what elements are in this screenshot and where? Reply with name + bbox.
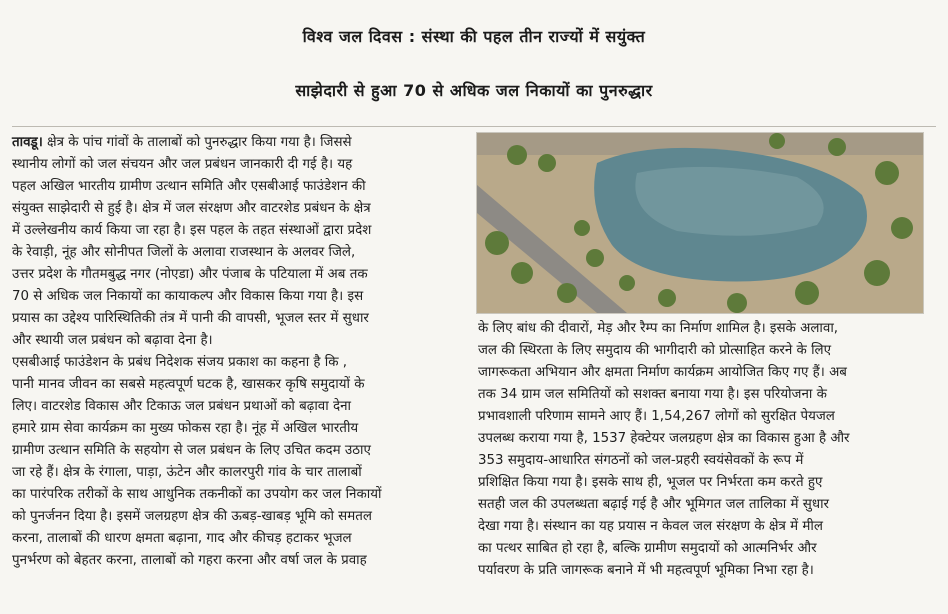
article-line: संयुक्त साझेदारी से हुई है। क्षेत्र में जल संरक्षण और वाटरशेड प्रबंधन के क्षेत्र [12, 201, 371, 216]
divider [12, 126, 936, 127]
article-line: जागरूकता अभियान और क्षमता निर्माण कार्यक्रम आयोजित किए गए हैं। अब [478, 365, 847, 380]
article-line: 353 समुदाय-आधारित संगठनों को जल-प्रहरी स्वयंसेवकों के रूप में [478, 453, 804, 468]
pond-aerial-photo [476, 132, 924, 314]
dateline: तावडू। [12, 135, 43, 150]
article-line: स्थानीय लोगों को जल संचयन और जल प्रबंधन जानकारी दी गई है। यह [12, 157, 353, 172]
article-line: जा रहे हैं। क्षेत्र के रंगाला, पाड़ा, ऊंटेन और कालरपुरी गांव के चार तालाबों [12, 465, 362, 480]
pond-illustration [477, 133, 923, 313]
article-line: पुनर्भरण को बेहतर करना, तालाबों को गहरा करना और वर्षा जल के प्रवाह [12, 553, 367, 568]
article-line: तक 34 ग्राम जल समितियों को सशक्त बनाया गया है। इस परियोजना के [478, 387, 827, 402]
article-line: के लिए बांध की दीवारों, मेड़ और रैम्प का निर्माण शामिल है। इसके अलावा, [478, 321, 839, 336]
article-line: और स्थायी जल प्रबंधन को बढ़ावा देना है। [12, 333, 213, 348]
article-line: 70 से अधिक जल निकायों का कायाकल्प और विकास किया गया है। इस [12, 289, 364, 304]
article-line: लिए। वाटरशेड विकास और टिकाऊ जल प्रबंधन प्रथाओं को बढ़ावा देना [12, 399, 351, 414]
article-line: को पुनर्जनन दिया है। इसमें जलग्रहण क्षेत्र की ऊबड़-खाबड़ भूमि को समतल [12, 509, 372, 524]
article-line [12, 132, 352, 154]
article-line: एसबीआई फाउंडेशन के प्रबंध निदेशक संजय प्रकाश का कहना है कि , [12, 355, 348, 370]
article-line: प्रशिक्षित किया गया है। इसके साथ ही, भूजल पर निर्भरता कम करते हुए [478, 475, 823, 490]
article-line: हमारे ग्राम सेवा कार्यक्रम का मुख्य फोकस रहा है। नूंह में अखिल भारतीय [12, 421, 359, 436]
article-line: उपलब्ध कराया गया है, 1537 हेक्टेयर जलग्रहण क्षेत्र का विकास हुआ है और [478, 431, 850, 446]
article-line: पानी मानव जीवन का सबसे महत्वपूर्ण घटक है, खासकर कृषि समुदायों के [12, 377, 365, 392]
article-line: के रेवाड़ी, नूंह और सोनीपत जिलों के अलावा राजस्थान के अलवर जिले, [12, 245, 356, 260]
headline-line-1: विश्व जल दिवस : संस्था की पहल तीन राज्यों में सयुंक्त [302, 27, 646, 46]
article-line: करना, तालाबों की धारण क्षमता बढ़ाना, गाद और कीचड़ हटाकर भूजल [12, 531, 352, 546]
article-line-text: क्षेत्र के पांच गांवों के तालाबों को पुनरुद्धार किया गया है। जिससे [42, 135, 352, 150]
article-line: पर्यावरण के प्रति जागरूक बनाने में भी महत्वपूर्ण भूमिका निभा रहा है। [478, 563, 814, 578]
article-line: जल की स्थिरता के लिए समुदाय की भागीदारी को प्रोत्साहित करने के लिए [478, 343, 832, 358]
article-line: ग्रामीण उत्थान समिति के सहयोग से जल प्रबंधन के लिए उचित कदम उठाए [12, 443, 371, 458]
headline-line-2: साझेदारी से हुआ 70 से अधिक जल निकायों का पुनरुद्धार [295, 81, 653, 100]
headline [0, 10, 948, 118]
article-line: उत्तर प्रदेश के गौतमबुद्ध नगर (नोएडा) और पंजाब के पटियाला में अब तक [12, 267, 368, 282]
article-line: देखा गया है। संस्थान का यह प्रयास न केवल जल संरक्षण के क्षेत्र में मील [478, 519, 823, 534]
article-line: सतही जल की उपलब्धता बढ़ाई गई है और भूमिगत जल तालिका में सुधार [478, 497, 830, 512]
article-line: का पारंपरिक तरीकों के साथ आधुनिक तकनीकों का उपयोग कर जल निकायों [12, 487, 382, 502]
article-line: प्रयास का उद्देश्य पारिस्थितिकी तंत्र में पानी की वापसी, भूजल स्तर में सुधार [12, 311, 369, 326]
article-line: का पत्थर साबित हो रहा है, बल्कि ग्रामीण समुदायों को आत्मनिर्भर और [478, 541, 817, 556]
article-line: पहल अखिल भारतीय ग्रामीण उत्थान समिति और एसबीआई फाउंडेशन की [12, 179, 366, 194]
article-line: प्रभावशाली परिणाम सामने आए हैं। 1,54,267 लोगों को सुरक्षित पेयजल [478, 409, 835, 424]
article-line: में उल्लेखनीय कार्य किया जा रहा है। इस पहल के तहत संस्थाओं द्वारा प्रदेश [12, 223, 372, 238]
